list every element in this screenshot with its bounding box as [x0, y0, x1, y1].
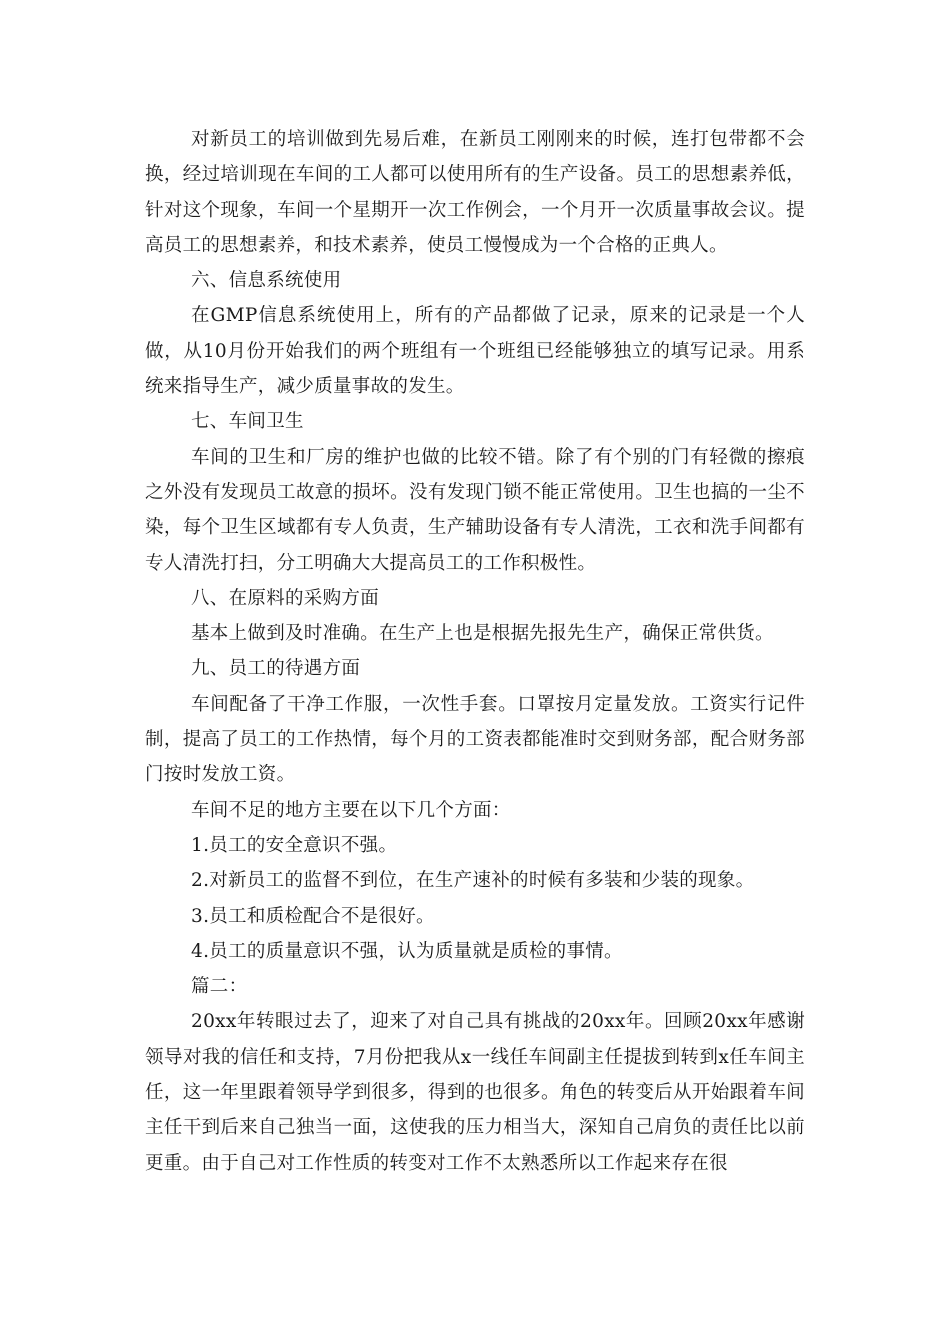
paragraph-training: 对新员工的培训做到先易后难，在新员工刚刚来的时候，连打包带都不会换，经过培训现在车间的工人都可以使用所有的生产设备。员工的思想素养低，针对这个现象，车间一个星期开一次工作例会，一个月开一次质量事故会议。提高员工的思想素养，和技术素养，使员工慢慢成为一个合格的正典人。 [145, 129, 805, 256]
list-item-shortcoming-1: 1.员工的安全意识不强。 [191, 834, 398, 856]
paragraph-procurement: 基本上做到及时准确。在生产上也是根据先报先生产，确保正常供货。 [191, 623, 774, 645]
list-item-shortcoming-2: 2.对新员工的监督不到位，在生产速补的时候有多装和少装的现象。 [191, 870, 755, 892]
paragraph-part-two: 20xx年转眼过去了，迎来了对自己具有挑战的20xx年。回顾20xx年感谢领导对我的信任和支持，7月份把我从x一线任车间副主任提拔到转到x任车间主任，这一年里跟着领导学到很多，得到的也很多。角色的转变后从开始跟着车间主任干到后来自己独当一面，这使我的压力相当大，深知自己肩负的责任比以前更重。由于自己对工作性质的转变对工作不太熟悉所以工作起来存在很 [145, 1011, 805, 1174]
section-heading-benefits: 九、员工的待遇方面 [191, 658, 361, 680]
section-heading-info-system: 六、信息系统使用 [191, 270, 342, 292]
document-body [145, 122, 805, 1181]
section-heading-part-two: 篇二： [191, 976, 248, 998]
list-item-shortcoming-4: 4.员工的质量意识不强，认为质量就是质检的事情。 [191, 940, 623, 962]
section-heading-hygiene: 七、车间卫生 [191, 411, 304, 433]
paragraph-hygiene: 车间的卫生和厂房的维护也做的比较不错。除了有个别的门有轻微的擦痕之外没有发现员工故意的损坏。没有发现门锁不能正常使用。卫生也搞的一尘不染，每个卫生区域都有专人负责，生产辅助设备有专人清洗，工衣和洗手间都有专人清洗打扫，分工明确大大提高员工的工作积极性。 [145, 446, 805, 574]
section-heading-procurement: 八、在原料的采购方面 [191, 587, 380, 609]
list-item-shortcoming-3: 3.员工和质检配合不是很好。 [191, 905, 435, 927]
paragraph-info-system: 在GMP信息系统使用上，所有的产品都做了记录，原来的记录是一个人做，从10月份开始我们的两个班组有一个班组已经能够独立的填写记录。用系统来指导生产，减少质量事故的发生。 [145, 305, 805, 398]
paragraph-shortcomings-intro: 车间不足的地方主要在以下几个方面： [191, 799, 511, 821]
paragraph-benefits: 车间配备了干净工作服，一次性手套。口罩按月定量发放。工资实行记件制，提高了员工的工作热情，每个月的工资表都能准时交到财务部，配合财务部门按时发放工资。 [145, 693, 805, 786]
